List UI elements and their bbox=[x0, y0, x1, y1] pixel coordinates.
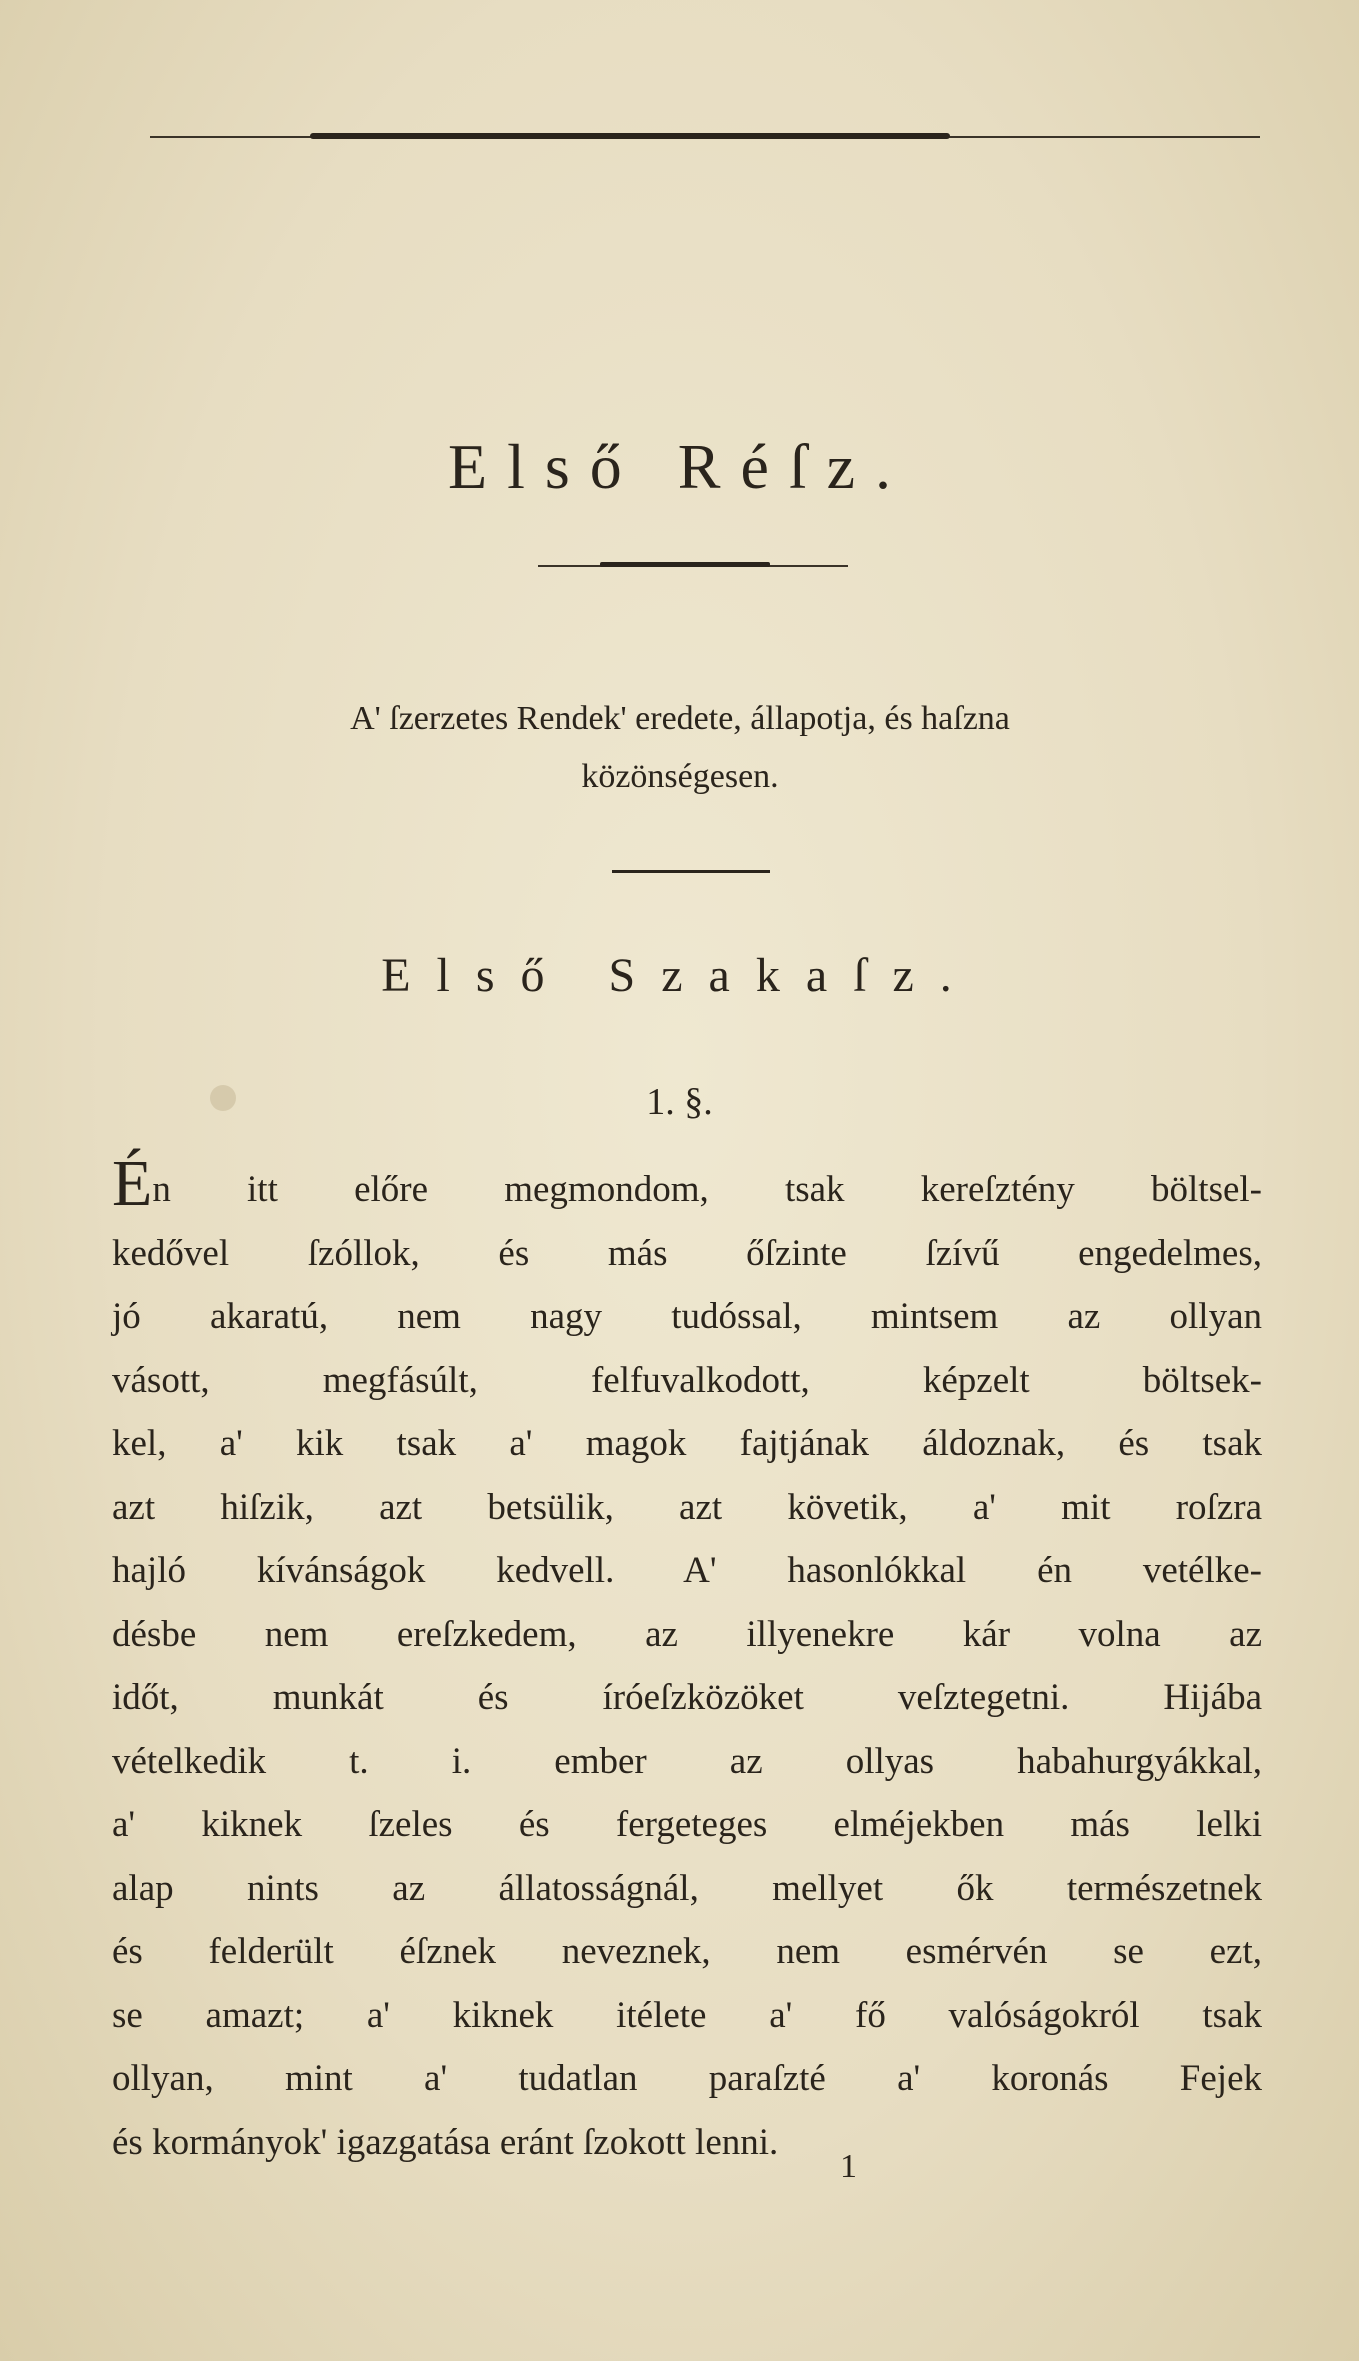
drop-cap: É bbox=[112, 1147, 153, 1220]
body-line: alap nints az állatosságnál, mellyet ők természetnek bbox=[112, 1867, 1262, 1909]
body-line: hajló kívánságok kedvell. A' hasonlókkal én vetélke- bbox=[112, 1550, 1262, 1591]
body-line: ollyan, mint a' tudatlan paraſzté a' koronás Fejek bbox=[112, 2058, 1262, 2099]
mid-rule-thick bbox=[600, 562, 770, 567]
signature-mark: 1 bbox=[840, 2148, 857, 2185]
body-line: és kormányok' igazgatása eránt ſzokott lenni. bbox=[112, 2121, 779, 2163]
body-line: időt, munkát és íróeſzközöket veſztegetni. Hijába bbox=[112, 1677, 1262, 1718]
body-text bbox=[112, 1147, 1262, 2174]
body-line: kel, a' kik tsak a' magok fajtjának áldoznak, és tsak bbox=[112, 1423, 1262, 1464]
subtitle-line-2: közönségesen. bbox=[581, 758, 779, 795]
body-line: a' kiknek ſzeles és fergeteges elméjekben más lelki bbox=[112, 1804, 1262, 1845]
body-line: Én itt előre megmondom, tsak kereſztény böltsel- bbox=[112, 1147, 1262, 1220]
body-line: azt hiſzik, azt betsülik, azt követik, a' mit roſzra bbox=[112, 1486, 1262, 1528]
subtitle-line-1: A' ſzerzetes Rendek' eredete, állapotja, és haſzna bbox=[350, 700, 1010, 737]
section-title: Első Szakaſz. bbox=[381, 949, 978, 1002]
body-line: jó akaratú, nem nagy tudóssal, mintsem az ollyan bbox=[112, 1296, 1262, 1337]
body-line: és felderült éſznek neveznek, nem esmérvén se ezt, bbox=[112, 1931, 1262, 1972]
body-line: se amazt; a' kiknek itélete a' fő valóságokról tsak bbox=[112, 1994, 1262, 2036]
body-line: kedővel ſzóllok, és más őſzinte ſzívű engedelmes, bbox=[112, 1232, 1262, 1274]
section-rule bbox=[612, 870, 770, 873]
top-rule-thick bbox=[310, 133, 950, 139]
body-line: désbe nem ereſzkedem, az illyenekre kár volna az bbox=[112, 1613, 1262, 1655]
part-title: Első Réſz. bbox=[447, 431, 912, 502]
body-line: vételkedik t. i. ember az ollyas habahurgyákkal, bbox=[112, 1740, 1262, 1782]
body-line: vásott, megfásúlt, felfuvalkodott, képzelt böltsek- bbox=[112, 1359, 1262, 1401]
part-subtitle bbox=[140, 690, 1220, 806]
paragraph-mark: 1. §. bbox=[646, 1081, 713, 1123]
